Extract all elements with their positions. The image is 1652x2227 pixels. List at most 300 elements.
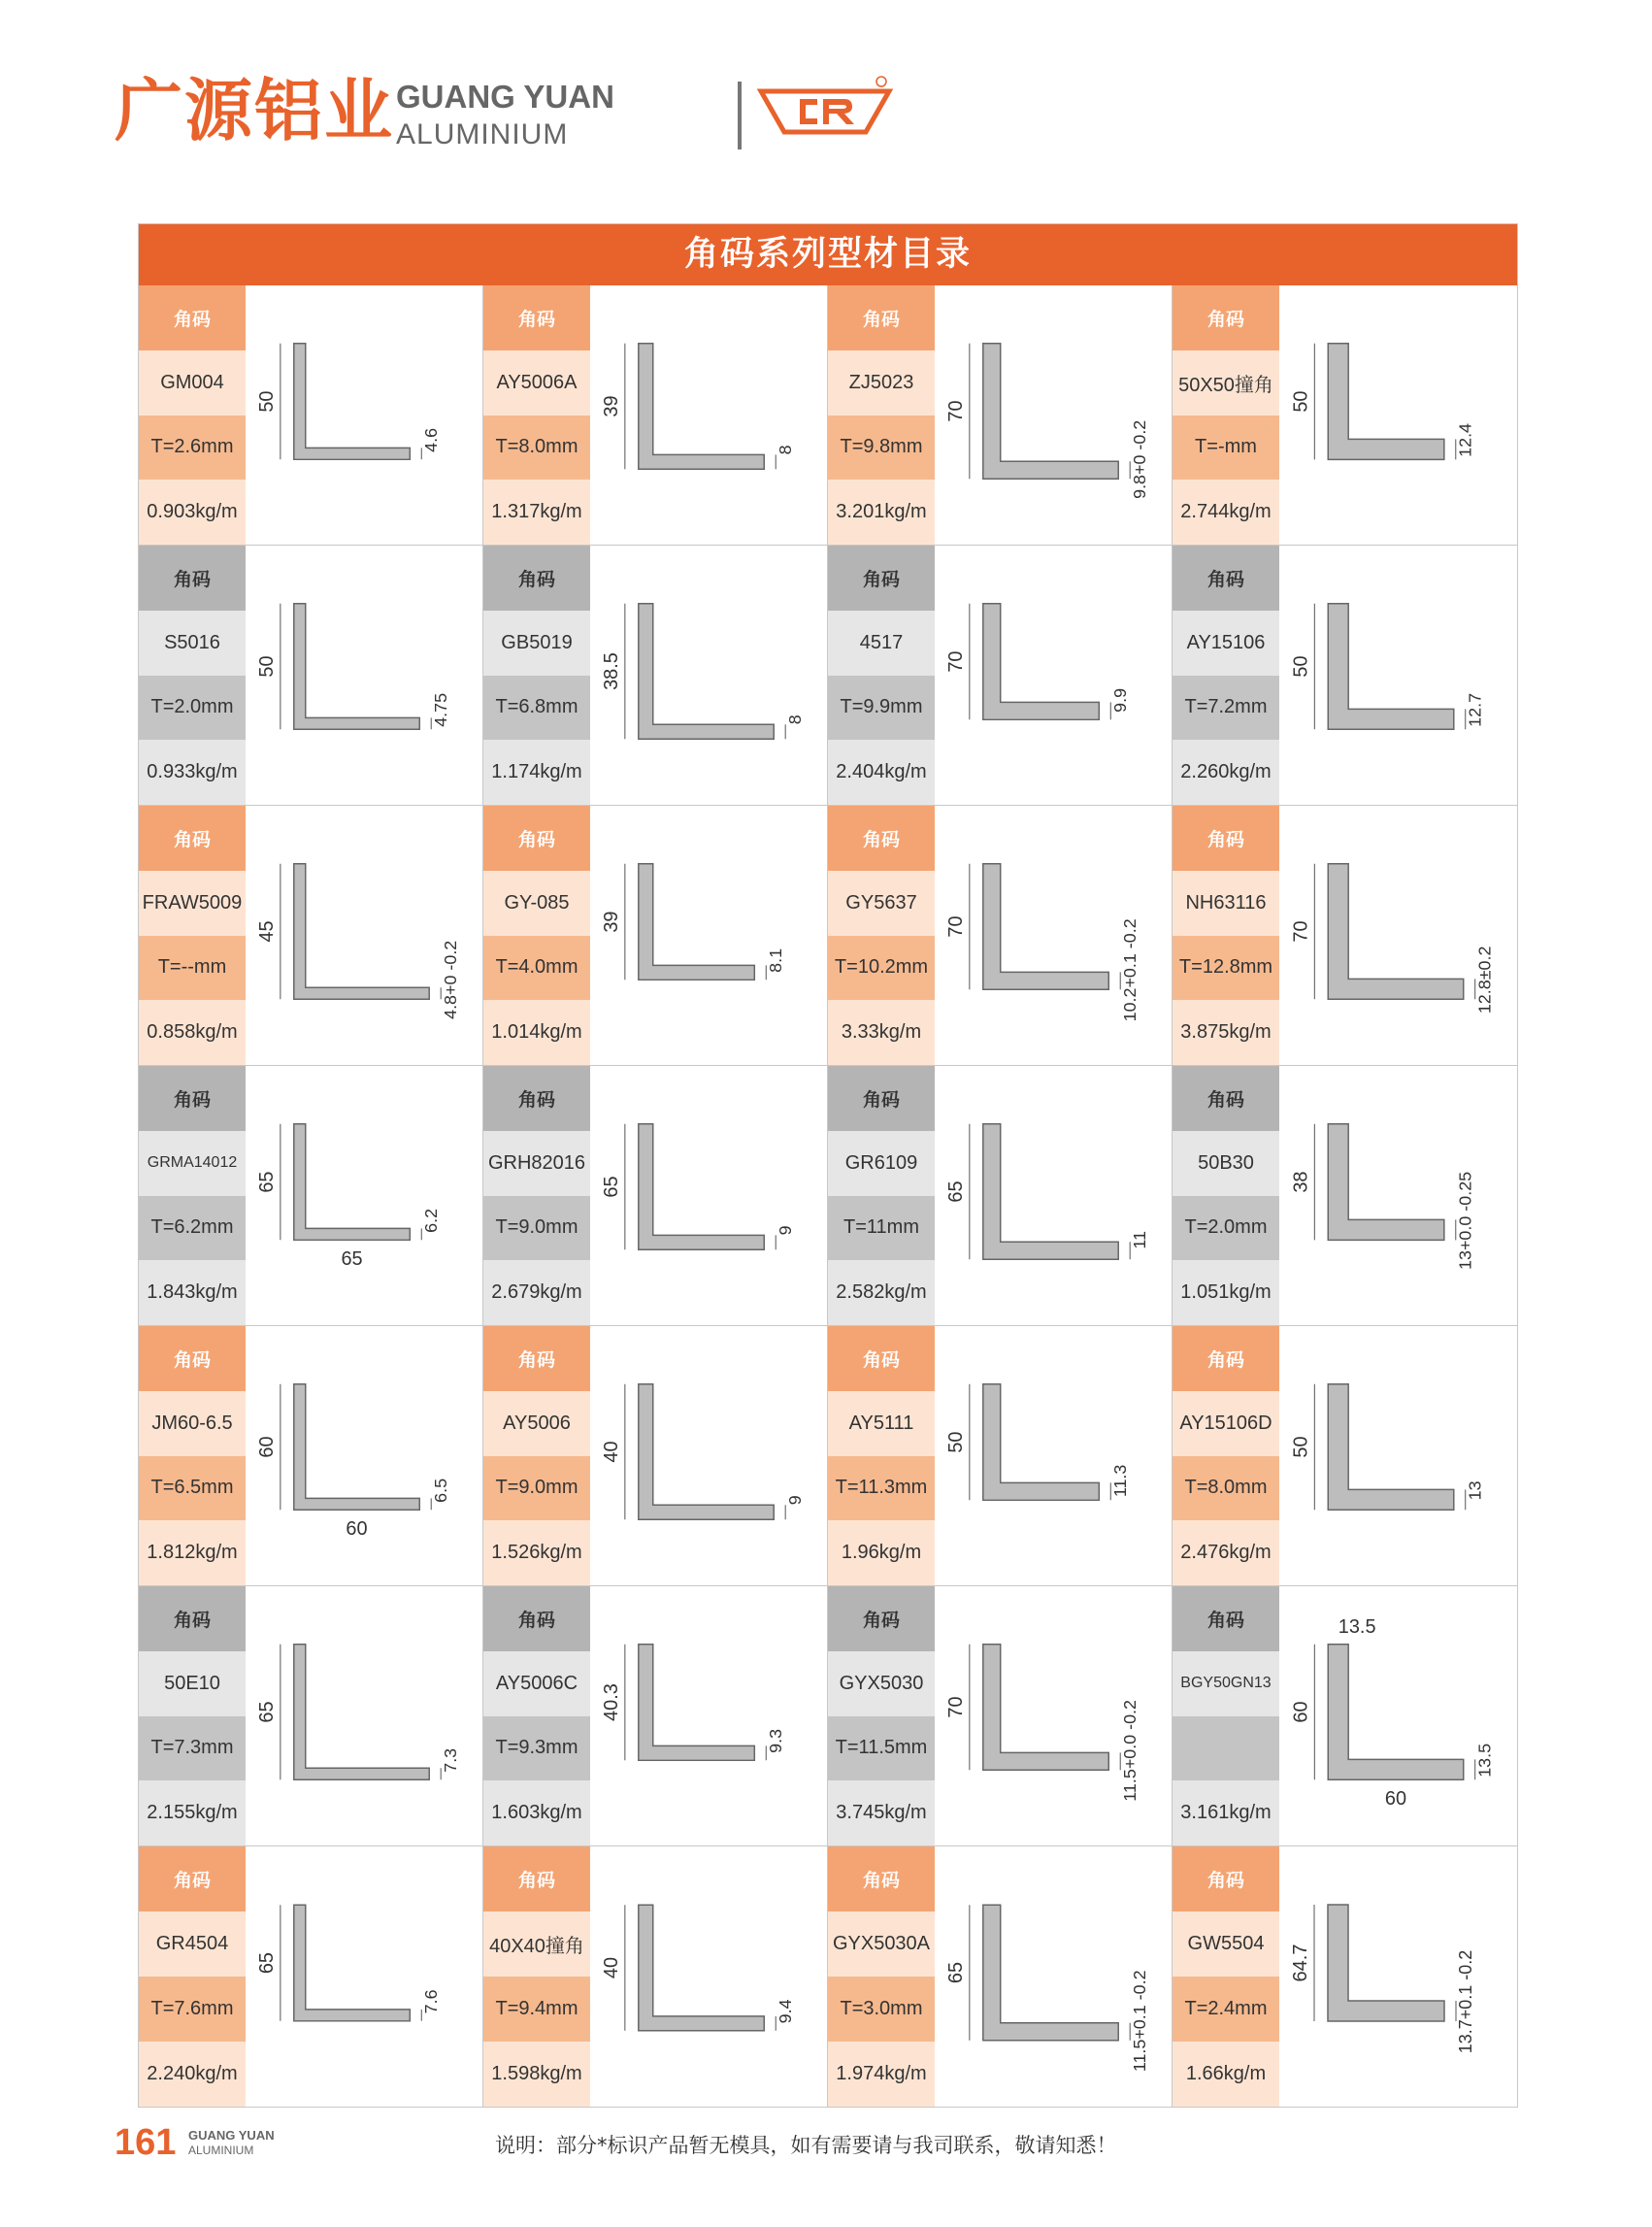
profile-model: AY15106D (1173, 1391, 1279, 1456)
profile-cross-section (246, 806, 482, 1065)
profile-card (1173, 806, 1517, 1066)
profile-weight: 1.974kg/m (828, 2042, 935, 2107)
profile-model: S5016 (139, 611, 246, 676)
profile-thickness: T=8.0mm (483, 415, 590, 481)
dimension-height-label: 39 (600, 911, 622, 933)
l-profile-shape (1328, 1124, 1444, 1241)
profile-info (139, 1066, 246, 1325)
dimension-thickness-label: 9 (785, 1495, 806, 1506)
profile-model: GW5504 (1173, 1911, 1279, 1977)
profile-weight: 2.582kg/m (828, 1260, 935, 1325)
profile-info (1173, 806, 1279, 1065)
profile-model: GR6109 (828, 1131, 935, 1196)
profile-thickness: T=9.4mm (483, 1977, 590, 2042)
profile-thickness: T=6.8mm (483, 676, 590, 741)
profile-drawing (935, 285, 1172, 545)
l-profile-shape (639, 1645, 755, 1761)
l-profile-shape (1328, 1905, 1444, 2021)
dimension-height-label: 70 (1290, 920, 1312, 943)
profile-info (483, 1326, 590, 1585)
profile-type-label: 角码 (1173, 546, 1279, 611)
profile-drawing (590, 285, 827, 545)
profile-drawing (935, 806, 1172, 1065)
profile-model: AY5006C (483, 1651, 590, 1716)
profile-type-label: 角码 (139, 1326, 246, 1391)
l-profile-shape (983, 1905, 1118, 2040)
dimension-thickness-label: 13.5 (1474, 1743, 1495, 1778)
profile-drawing (1279, 1846, 1517, 2107)
dimension-thickness-label: 11 (1130, 1231, 1150, 1249)
l-profile-shape (983, 1645, 1108, 1770)
profile-weight: 1.526kg/m (483, 1520, 590, 1585)
brand-name-cn: 广源铝业 (115, 71, 394, 150)
profile-type-label: 角码 (828, 285, 935, 350)
profile-type-label: 角码 (483, 1846, 590, 1911)
profile-cross-section (935, 546, 1172, 805)
profile-cross-section (1279, 285, 1517, 545)
dimension-height-label: 70 (944, 400, 967, 422)
l-profile-shape (983, 1124, 1118, 1259)
profile-thickness: T=--mm (139, 936, 246, 1001)
l-profile-shape (983, 864, 1108, 989)
profile-info (1173, 1846, 1279, 2107)
profile-drawing (1279, 1326, 1517, 1585)
dimension-height-label: 40 (600, 1956, 622, 1979)
profile-drawing (1279, 546, 1517, 805)
profile-cross-section (246, 1066, 482, 1325)
profile-cross-section (246, 1586, 482, 1845)
profile-type-label: 角码 (1173, 806, 1279, 871)
profile-cross-section (246, 1846, 482, 2107)
profile-card (139, 806, 483, 1066)
profile-card (483, 546, 828, 806)
profile-model: GY-085 (483, 871, 590, 936)
profile-thickness: T=-mm (1173, 415, 1279, 481)
profile-thickness (1173, 1716, 1279, 1781)
profile-type-label: 角码 (1173, 1066, 1279, 1131)
dimension-thickness-label: 9 (776, 1225, 796, 1236)
profile-cross-section (590, 1846, 827, 2107)
profile-type-label: 角码 (139, 806, 246, 871)
dimension-thickness-label: 4.8+0 -0.2 (441, 940, 461, 1019)
dimension-thickness-label: 13.7+0.1 -0.2 (1456, 1949, 1475, 2054)
dimension-thickness-label: 12.8±0.2 (1474, 946, 1495, 1014)
profile-cross-section (935, 1326, 1172, 1585)
profile-type-label: 角码 (828, 1066, 935, 1131)
profile-cross-section (1279, 1846, 1517, 2107)
profile-model: 50X50撞角 (1173, 350, 1279, 415)
dimension-thickness-label: 7.3 (441, 1747, 461, 1773)
dimension-thickness-label: 4.75 (431, 692, 451, 727)
profile-card (1173, 285, 1517, 546)
l-profile-shape (1328, 344, 1444, 460)
profile-thickness: T=3.0mm (828, 1977, 935, 2042)
dimension-thickness-label: 9.3 (766, 1728, 786, 1753)
profile-cross-section (246, 285, 482, 545)
profile-card (483, 1066, 828, 1326)
profile-model: 4517 (828, 611, 935, 676)
dimension-top-label: 13.5 (1338, 1615, 1376, 1638)
profile-info (828, 1586, 935, 1845)
profile-thickness: T=2.6mm (139, 415, 246, 481)
dimension-height-label: 65 (600, 1176, 622, 1198)
profile-weight: 1.051kg/m (1173, 1260, 1279, 1325)
profile-type-label: 角码 (483, 1326, 590, 1391)
profile-thickness: T=7.6mm (139, 1977, 246, 2042)
dimension-thickness-label: 7.6 (421, 1989, 442, 2014)
profile-weight: 2.155kg/m (139, 1780, 246, 1845)
profile-model: 50E10 (139, 1651, 246, 1716)
profile-model: AY5006A (483, 350, 590, 415)
profile-info (828, 1846, 935, 2107)
profile-weight: 3.745kg/m (828, 1780, 935, 1845)
profile-type-label: 角码 (1173, 1586, 1279, 1651)
profile-card (139, 546, 483, 806)
profile-info (139, 1586, 246, 1845)
l-profile-shape (639, 344, 764, 469)
profile-model: 50B30 (1173, 1131, 1279, 1196)
l-profile-shape (294, 1384, 419, 1510)
l-profile-shape (639, 604, 774, 739)
profile-weight: 0.903kg/m (139, 480, 246, 545)
page-header (115, 68, 794, 165)
profile-type-label: 角码 (139, 546, 246, 611)
profile-type-label: 角码 (1173, 1846, 1279, 1911)
dimension-thickness-label: 11.3 (1110, 1464, 1131, 1498)
profile-model: GRMA14012 (139, 1131, 246, 1196)
profile-drawing (246, 546, 482, 805)
profile-model: GY5637 (828, 871, 935, 936)
profile-weight: 0.933kg/m (139, 740, 246, 805)
brand-subtitle-en: ALUMINIUM (396, 118, 569, 150)
profile-thickness: T=9.9mm (828, 676, 935, 741)
dimension-thickness-label: 6.2 (421, 1208, 442, 1233)
profile-weight: 3.33kg/m (828, 1000, 935, 1065)
profile-cross-section (1279, 1326, 1517, 1585)
profile-cross-section (590, 546, 827, 805)
profile-drawing (935, 1066, 1172, 1325)
profile-card (483, 1326, 828, 1586)
dimension-thickness-label: 8 (785, 715, 806, 725)
profile-info (139, 806, 246, 1065)
profile-info (139, 1846, 246, 2107)
profile-cross-section (935, 806, 1172, 1065)
profile-type-label: 角码 (139, 1846, 246, 1911)
profile-drawing (935, 1326, 1172, 1585)
profile-model: BGY50GN13 (1173, 1651, 1279, 1716)
dimension-thickness-label: 4.6 (421, 427, 442, 452)
profile-info (483, 806, 590, 1065)
dimension-height-label: 38 (1290, 1171, 1312, 1193)
profile-drawing (246, 285, 482, 545)
l-profile-shape (983, 1384, 1100, 1501)
profile-weight: 3.875kg/m (1173, 1000, 1279, 1065)
profile-type-label: 角码 (139, 1066, 246, 1131)
page-number: 161 (115, 2122, 177, 2163)
dimension-height-label: 64.7 (1290, 1944, 1311, 1982)
profile-type-label: 角码 (483, 285, 590, 350)
profile-card (828, 1066, 1173, 1326)
profile-card (483, 1586, 828, 1846)
profile-thickness: T=9.0mm (483, 1196, 590, 1261)
l-profile-shape (639, 1905, 764, 2030)
profile-cross-section (935, 1846, 1172, 2107)
profile-info (483, 285, 590, 545)
profile-info (1173, 285, 1279, 545)
l-profile-shape (639, 864, 755, 981)
profile-info (828, 285, 935, 545)
profile-card (483, 285, 828, 546)
dimension-thickness-label: 9.4 (776, 1999, 796, 2024)
profile-model: 40X40撞角 (483, 1911, 590, 1977)
header-divider (738, 82, 742, 150)
profile-card (828, 1846, 1173, 2107)
profile-drawing (590, 1066, 827, 1325)
profile-type-label: 角码 (828, 1846, 935, 1911)
profile-type-label: 角码 (483, 1066, 590, 1131)
profile-info (139, 285, 246, 545)
profile-info (1173, 1326, 1279, 1585)
profile-info (483, 1586, 590, 1845)
profile-weight: 2.744kg/m (1173, 480, 1279, 545)
profile-weight: 1.843kg/m (139, 1260, 246, 1325)
profile-card (1173, 546, 1517, 806)
dimension-height-label: 65 (255, 1951, 278, 1975)
profile-catalog (138, 223, 1518, 2108)
dimension-thickness-label: 12.4 (1455, 422, 1475, 457)
profile-weight: 1.598kg/m (483, 2042, 590, 2107)
dimension-thickness-label: 13 (1465, 1480, 1485, 1501)
profile-info (483, 1066, 590, 1325)
profile-weight: 1.603kg/m (483, 1780, 590, 1845)
profile-card (828, 1326, 1173, 1586)
dimension-height-label: 50 (255, 655, 278, 678)
profile-weight: 1.96kg/m (828, 1520, 935, 1585)
profile-cross-section (1279, 806, 1517, 1065)
profile-thickness: T=9.0mm (483, 1456, 590, 1521)
dimension-thickness-label: 8.1 (766, 947, 786, 973)
dimension-height-label: 40.3 (600, 1683, 622, 1721)
dimension-height-label: 50 (1290, 390, 1312, 413)
profile-cross-section (590, 1066, 827, 1325)
profile-card (828, 546, 1173, 806)
dimension-height-label: 50 (1290, 655, 1312, 678)
profile-weight: 1.174kg/m (483, 740, 590, 805)
profile-info (828, 1066, 935, 1325)
l-profile-shape (294, 1905, 411, 2021)
profile-drawing (1279, 285, 1517, 545)
profile-cross-section (590, 285, 827, 545)
profile-thickness: T=2.0mm (1173, 1196, 1279, 1261)
profile-model: GYX5030 (828, 1651, 935, 1716)
dimension-height-label: 50 (1290, 1436, 1312, 1458)
profile-drawing (935, 1586, 1172, 1845)
profile-card (828, 806, 1173, 1066)
brand-logo-icon (757, 74, 893, 151)
dimension-height-label: 45 (255, 920, 278, 943)
profile-type-label: 角码 (139, 285, 246, 350)
l-profile-shape (1328, 864, 1463, 999)
profile-weight: 2.476kg/m (1173, 1520, 1279, 1585)
l-profile-shape (294, 1124, 411, 1241)
profile-cross-section (590, 806, 827, 1065)
profile-thickness: T=2.0mm (139, 676, 246, 741)
dimension-thickness-label: 8 (776, 445, 796, 455)
l-profile-shape (294, 604, 419, 729)
dimension-height-label: 60 (255, 1436, 278, 1458)
dimension-thickness-label: 9.9 (1110, 687, 1131, 713)
l-profile-shape (1328, 604, 1454, 730)
dimension-height-label: 65 (255, 1171, 278, 1193)
profile-weight: 1.014kg/m (483, 1000, 590, 1065)
profile-drawing (590, 1326, 827, 1585)
profile-drawing (590, 806, 827, 1065)
profile-drawing (246, 806, 482, 1065)
dimension-width-label: 60 (346, 1518, 368, 1541)
dimension-height-label: 40 (600, 1441, 622, 1463)
profile-drawing (1279, 806, 1517, 1065)
l-profile-shape (639, 1384, 774, 1519)
profile-model: JM60-6.5 (139, 1391, 246, 1456)
l-profile-shape (294, 344, 411, 460)
footer-note: 说明：部分*标识产品暂无模具，如有需要请与我司联系，敬请知悉！ (495, 2134, 1117, 2157)
profile-thickness: T=6.2mm (139, 1196, 246, 1261)
profile-card (828, 285, 1173, 546)
profile-thickness: T=9.3mm (483, 1716, 590, 1781)
profile-model: FRAW5009 (139, 871, 246, 936)
catalog-grid (139, 285, 1517, 2107)
profile-weight: 1.66kg/m (1173, 2042, 1279, 2107)
profile-card (139, 1066, 483, 1326)
profile-card (483, 806, 828, 1066)
dimension-height-label: 50 (255, 390, 278, 413)
l-profile-shape (294, 864, 429, 999)
profile-thickness: T=6.5mm (139, 1456, 246, 1521)
profile-type-label: 角码 (483, 546, 590, 611)
dimension-thickness-label: 12.7 (1465, 692, 1485, 727)
profile-drawing (590, 1846, 827, 2107)
profile-weight: 3.201kg/m (828, 480, 935, 545)
profile-model: GRH82016 (483, 1131, 590, 1196)
dimension-height-label: 70 (944, 650, 967, 673)
profile-card (1173, 1066, 1517, 1326)
profile-card (139, 285, 483, 546)
profile-info (828, 1326, 935, 1585)
profile-cross-section (590, 1586, 827, 1845)
profile-thickness: T=4.0mm (483, 936, 590, 1001)
profile-thickness: T=7.2mm (1173, 676, 1279, 741)
profile-type-label: 角码 (1173, 1326, 1279, 1391)
profile-card (828, 1586, 1173, 1846)
profile-model: AY5006 (483, 1391, 590, 1456)
profile-cross-section (1279, 1586, 1517, 1845)
profile-card (1173, 1846, 1517, 2107)
l-profile-shape (294, 1645, 429, 1779)
profile-card (139, 1846, 483, 2107)
profile-cross-section (1279, 1066, 1517, 1325)
profile-model: AY15106 (1173, 611, 1279, 676)
dimension-thickness-label: 9.8+0 -0.2 (1130, 419, 1150, 499)
profile-drawing (935, 1846, 1172, 2107)
footer-brand-sub: ALUMINIUM (188, 2144, 254, 2157)
profile-info (828, 806, 935, 1065)
profile-thickness: T=12.8mm (1173, 936, 1279, 1001)
profile-info (828, 546, 935, 805)
profile-weight: 2.679kg/m (483, 1260, 590, 1325)
dimension-height-label: 65 (944, 1961, 967, 1984)
brand-name-en: GUANG YUAN (396, 79, 614, 115)
profile-weight: 1.317kg/m (483, 480, 590, 545)
profile-type-label: 角码 (139, 1586, 246, 1651)
profile-info (1173, 1586, 1279, 1845)
profile-weight: 2.260kg/m (1173, 740, 1279, 805)
profile-cross-section (935, 285, 1172, 545)
dimension-height-label: 38.5 (600, 652, 622, 690)
dimension-height-label: 50 (944, 1431, 967, 1453)
dimension-width-label: 60 (1384, 1788, 1407, 1811)
profile-info (1173, 1066, 1279, 1325)
profile-drawing (590, 546, 827, 805)
profile-info (483, 546, 590, 805)
profile-model: NH63116 (1173, 871, 1279, 936)
l-profile-shape (639, 1124, 764, 1249)
dimension-width-label: 65 (341, 1248, 363, 1271)
profile-drawing (1279, 1586, 1517, 1845)
profile-model: ZJ5023 (828, 350, 935, 415)
profile-thickness: T=2.4mm (1173, 1977, 1279, 2042)
l-profile-shape (983, 604, 1100, 720)
dimension-height-label: 70 (944, 915, 967, 938)
dimension-thickness-label: 11.5+0.1 -0.2 (1130, 1970, 1150, 2073)
profile-type-label: 角码 (483, 1586, 590, 1651)
profile-card (483, 1846, 828, 2107)
dimension-thickness-label: 13+0.0 -0.25 (1455, 1171, 1475, 1270)
profile-drawing (246, 1586, 482, 1845)
profile-drawing (590, 1586, 827, 1845)
dimension-height-label: 65 (255, 1701, 278, 1723)
profile-card (139, 1586, 483, 1846)
profile-card (1173, 1326, 1517, 1586)
profile-type-label: 角码 (828, 546, 935, 611)
profile-cross-section (246, 1326, 482, 1585)
profile-drawing (935, 546, 1172, 805)
profile-drawing (1279, 1066, 1517, 1325)
profile-drawing (246, 1846, 482, 2107)
dimension-thickness-label: 6.5 (431, 1478, 451, 1503)
dimension-height-label: 65 (944, 1180, 967, 1203)
dimension-height-label: 39 (600, 395, 622, 417)
profile-thickness: T=9.8mm (828, 415, 935, 481)
profile-thickness: T=10.2mm (828, 936, 935, 1001)
profile-card (139, 1326, 483, 1586)
profile-type-label: 角码 (483, 806, 590, 871)
profile-thickness: T=7.3mm (139, 1716, 246, 1781)
profile-cross-section (935, 1066, 1172, 1325)
profile-model: GR4504 (139, 1911, 246, 1977)
profile-cross-section (935, 1586, 1172, 1845)
dimension-thickness-label: 11.5+0.0 -0.2 (1120, 1700, 1140, 1802)
profile-type-label: 角码 (828, 1326, 935, 1391)
profile-weight: 2.240kg/m (139, 2042, 246, 2107)
footer-brand: GUANG YUAN (188, 2128, 275, 2143)
profile-model: GB5019 (483, 611, 590, 676)
profile-type-label: 角码 (828, 1586, 935, 1651)
profile-weight: 3.161kg/m (1173, 1780, 1279, 1845)
dimension-height-label: 60 (1290, 1701, 1312, 1723)
l-profile-shape (1328, 1384, 1454, 1511)
profile-type-label: 角码 (1173, 285, 1279, 350)
profile-drawing (246, 1326, 482, 1585)
